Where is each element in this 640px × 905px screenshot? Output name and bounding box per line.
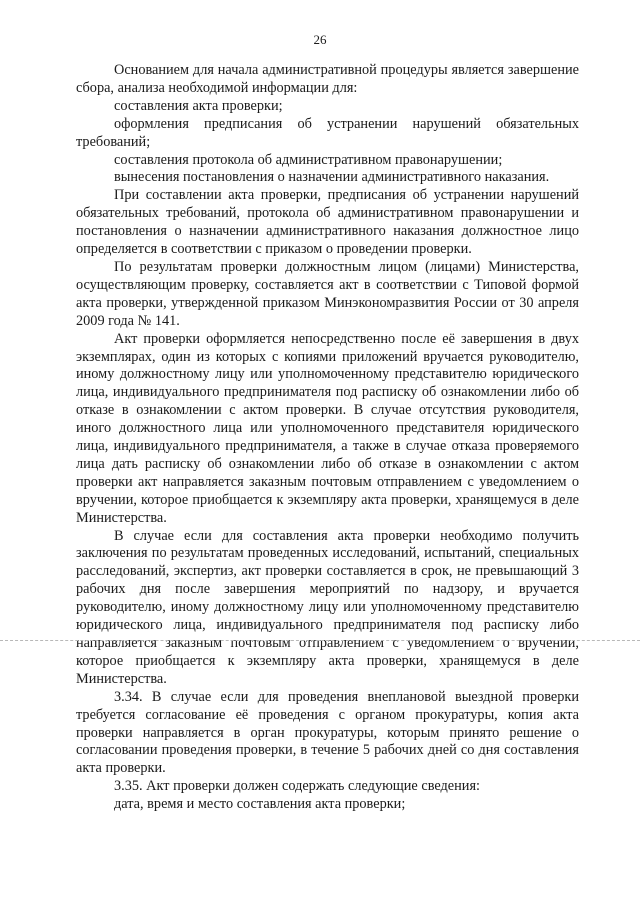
paragraph: По результатам проверки должностным лицом (лицами) Министерства, осуществляющим проверку, составляется акт в соответствии с Типовой формой акта проверки, утвержденной приказом Минэкономразвития России от 30 апреля 2009 года № 141. [76,258,579,329]
document-body [76,62,579,814]
paragraph: 3.34. В случае если для проведения внеплановой выездной проверки требуется согласование её проведения с органом прокуратуры, копия акта проверки направляется в орган прокуратуры, которым принято решение о согласовании проведения проверки, в течение 5 рабочих дней со дня составления акта проверки. [76,688,579,777]
paragraph: дата, время и место составления акта проверки; [114,796,406,813]
scan-fold-line [0,640,640,641]
paragraph: составления акта проверки; [114,97,283,114]
paragraph: Акт проверки оформляется непосредственно после её завершения в двух экземплярах, один из которых с копиями приложений вручается руководителю, иному должностному лицу или уполномоченному представителю юридического лица, индивидуального предпринимателя под расписку об ознакомлении либо об отказе в ознакомлении с актом проверки. В случае отсутствия руководителя, иного должностного лица или уполномоченного представителя юридического лица, индивидуального предпринимателя, а также в случае отказа проверяемого лица дать расписку об ознакомлении либо об отказе в ознакомлении с актом проверки акт направляется заказным почтовым отправлением с уведомлением о вручении, которое приобщается к экземпляру акта проверки, хранящемуся в деле Министерства. [76,330,579,526]
paragraph: При составлении акта проверки, предписания об устранении нарушений обязательных требований, протокола об административном правонарушении и постановления о назначении административного наказания должностное лицо определяется в соответствии с приказом о проведении проверки. [76,187,579,258]
paragraph: 3.35. Акт проверки должен содержать следующие сведения: [114,778,480,795]
paragraph: В случае если для составления акта проверки необходимо получить заключения по результатам проведенных исследований, испытаний, специальных расследований, экспертиз, акт проверки составляется в срок, не превышающий 3 рабочих дня после завершения мероприятий по надзору, и вручается руководителю, иному должностному лицу или уполномоченному представителю юридического лица, индивидуального предпринимателя под расписку либо направляется заказным почтовым отправлением с уведомлением о вручении, которое приобщается к экземпляру акта проверки, хранящемуся в деле Министерства. [76,527,579,687]
page-number: 26 [313,32,327,47]
paragraph: Основанием для начала административной процедуры является завершение сбора, анализа необходимой информации для: [76,62,579,96]
paragraph: вынесения постановления о назначении административного наказания. [114,169,550,186]
paragraph: составления протокола об административном правонарушении; [114,151,503,168]
paragraph: оформления предписания об устранении нарушений обязательных требований; [76,115,579,150]
